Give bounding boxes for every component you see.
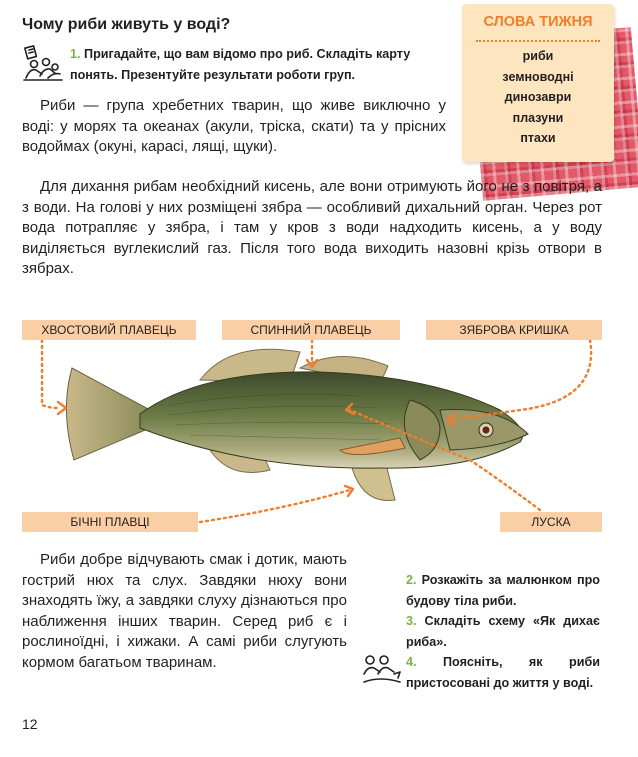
label-scales: ЛУСКА (500, 512, 602, 532)
task-1-number: 1. (70, 47, 81, 61)
tasks-list (406, 570, 600, 693)
task-1 (70, 44, 450, 86)
paragraph-senses (22, 550, 347, 673)
task-3 (406, 611, 600, 652)
label-side-fins: БІЧНІ ПЛАВЦІ (22, 512, 198, 532)
task-4 (406, 652, 600, 693)
task-3-text: Складіть схему «Як дихає риба». (406, 614, 600, 649)
task-4-number: 4. (406, 655, 417, 669)
words-list (462, 46, 614, 149)
task-4-text: Поясніть, як риби пристосовані до життя у воді. (406, 655, 600, 690)
divider (476, 40, 600, 42)
pair-work-icon (360, 652, 404, 688)
word-item: динозаври (504, 90, 572, 105)
task-2 (406, 570, 600, 611)
group-work-icon (22, 44, 64, 82)
paragraph-senses-text: Риби добре відчувають смак і дотик, мають гострий нюх та слух. Завдяки нюху вони знаходять їжу, а завдяки слуху дізнаються про наближення інших тварин. Серед риб є і рослиноїдні, і хижаки. А самі риби слугують кормом багатьом тваринам. (22, 551, 347, 671)
page-number: 12 (22, 716, 38, 732)
word-item: риби (522, 49, 554, 63)
tail-fin (66, 368, 150, 460)
task-2-text: Розкажіть за малюнком про будову тіла риби. (406, 573, 600, 608)
word-item: земноводні (502, 69, 574, 84)
paragraph-intro-text: Риби — група хребетних тварин, що живе виключно у воді: у морях та океанах (акули, тріска, скати) та у прісних водоймах (окуні, карасі, лящі, щуки). (22, 97, 446, 155)
words-of-week-box (462, 4, 614, 162)
paragraph-breathing (22, 177, 602, 280)
task-2-number: 2. (406, 573, 417, 587)
paragraph-breathing-text: Для дихання рибам необхідний кисень, але вони отримують його не з повітря, а з води. На голові у них розміщені зябра — особливий дихальний орган. Через рот вода потрапляє у зябра, і там у кров з води надходить кисень, а у воду виділяється вуглекислий газ. Після того вода виходить назовні крізь отвори в зябрах. (22, 178, 602, 277)
label-gill-cover: ЗЯБРОВА КРИШКА (426, 320, 602, 340)
task-1-text: Пригадайте, що вам відомо про риб. Складіть карту понять. Презентуйте результати роботи груп. (70, 47, 411, 82)
paragraph-intro (22, 96, 446, 158)
label-dorsal-fin: СПИННИЙ ПЛАВЕЦЬ (222, 320, 400, 340)
task-3-number: 3. (406, 614, 417, 628)
page-title: Чому риби живуть у воді? (22, 16, 231, 33)
fish-diagram (0, 310, 638, 540)
word-item: плазуни (512, 110, 564, 125)
label-tail-fin: ХВОСТОВИЙ ПЛАВЕЦЬ (22, 320, 196, 340)
fish-eye (483, 427, 490, 434)
word-item: птахи (520, 131, 556, 146)
words-of-week-title: СЛОВА ТИЖНЯ (483, 14, 593, 30)
